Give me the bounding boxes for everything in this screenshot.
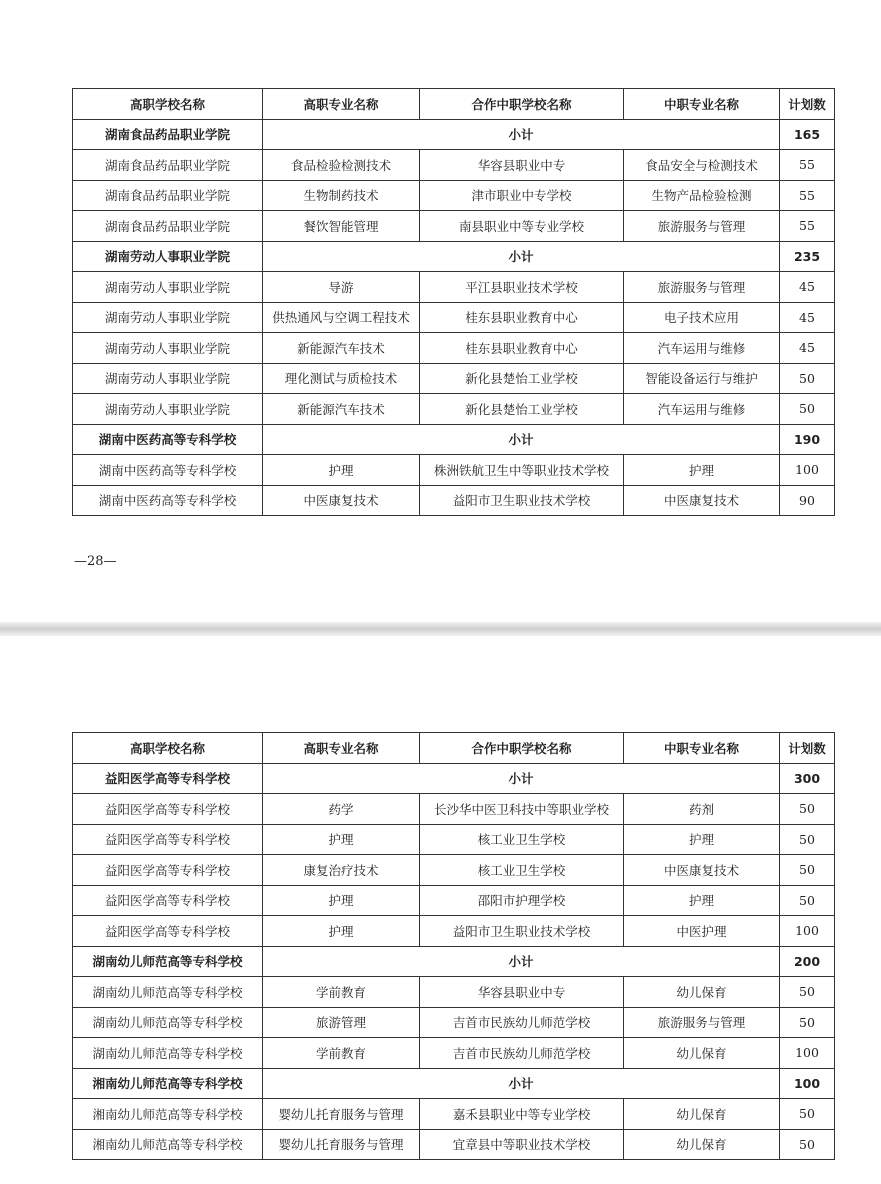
cell-plan-count: 50 <box>780 824 835 855</box>
cell-secondary-major: 汽车运用与维修 <box>624 394 780 425</box>
cell-partner-school: 核工业卫生学校 <box>420 824 624 855</box>
cell-secondary-major: 中医康复技术 <box>624 855 780 886</box>
page-29 <box>0 636 881 1184</box>
subtotal-label: 小计 <box>263 1068 780 1099</box>
table-row <box>73 1007 835 1038</box>
header-secondary-major: 中职专业名称 <box>624 89 780 120</box>
cell-college-major: 新能源汽车技术 <box>263 394 420 425</box>
cell-college-major: 餐饮智能管理 <box>263 211 420 242</box>
cell-college: 湖南中医药高等专科学校 <box>73 485 263 516</box>
cell-college-major: 旅游管理 <box>263 1007 420 1038</box>
cell-plan-count: 100 <box>780 455 835 486</box>
cell-partner-school: 南县职业中等专业学校 <box>420 211 624 242</box>
cell-college: 湘南幼儿师范高等专科学校 <box>73 1099 263 1130</box>
cell-college: 湖南幼儿师范高等专科学校 <box>73 1038 263 1069</box>
page-separator <box>0 622 881 636</box>
cell-college: 益阳医学高等专科学校 <box>73 824 263 855</box>
cell-college: 湖南劳动人事职业学院 <box>73 302 263 333</box>
cell-secondary-major: 护理 <box>624 824 780 855</box>
cell-secondary-major: 幼儿保育 <box>624 1129 780 1160</box>
cell-secondary-major: 护理 <box>624 885 780 916</box>
header-college: 高职学校名称 <box>73 89 263 120</box>
cell-plan-count: 50 <box>780 1099 835 1130</box>
subtotal-school: 益阳医学高等专科学校 <box>73 763 263 794</box>
cell-plan-count: 50 <box>780 363 835 394</box>
cell-secondary-major: 旅游服务与管理 <box>624 1007 780 1038</box>
cell-college-major: 康复治疗技术 <box>263 855 420 886</box>
cell-partner-school: 宜章县中等职业技术学校 <box>420 1129 624 1160</box>
cell-college-major: 新能源汽车技术 <box>263 333 420 364</box>
header-partner-school: 合作中职学校名称 <box>420 89 624 120</box>
subtotal-count: 100 <box>780 1068 835 1099</box>
table-row <box>73 885 835 916</box>
cell-secondary-major: 幼儿保育 <box>624 1038 780 1069</box>
table-row <box>73 363 835 394</box>
cell-college: 湖南劳动人事职业学院 <box>73 394 263 425</box>
cell-secondary-major: 药剂 <box>624 794 780 825</box>
cell-college-major: 供热通风与空调工程技术 <box>263 302 420 333</box>
table-row <box>73 855 835 886</box>
subtotal-count: 165 <box>780 119 835 150</box>
subtotal-count: 190 <box>780 424 835 455</box>
cell-college-major: 食品检验检测技术 <box>263 150 420 181</box>
subtotal-label: 小计 <box>263 946 780 977</box>
cell-secondary-major: 智能设备运行与维护 <box>624 363 780 394</box>
cell-college: 湖南劳动人事职业学院 <box>73 333 263 364</box>
table-row <box>73 302 835 333</box>
cell-plan-count: 45 <box>780 272 835 303</box>
cell-plan-count: 50 <box>780 855 835 886</box>
cell-secondary-major: 护理 <box>624 455 780 486</box>
cell-partner-school: 新化县楚怡工业学校 <box>420 363 624 394</box>
cell-college: 湖南幼儿师范高等专科学校 <box>73 1007 263 1038</box>
cell-plan-count: 45 <box>780 302 835 333</box>
cell-partner-school: 华容县职业中专 <box>420 977 624 1008</box>
cell-partner-school: 邵阳市护理学校 <box>420 885 624 916</box>
cell-partner-school: 嘉禾县职业中等专业学校 <box>420 1099 624 1130</box>
cell-college: 湖南食品药品职业学院 <box>73 211 263 242</box>
header-secondary-major: 中职专业名称 <box>624 733 780 764</box>
cell-partner-school: 吉首市民族幼儿师范学校 <box>420 1007 624 1038</box>
cell-plan-count: 90 <box>780 485 835 516</box>
cell-secondary-major: 汽车运用与维修 <box>624 333 780 364</box>
cell-partner-school: 益阳市卫生职业技术学校 <box>420 485 624 516</box>
cell-college: 湖南幼儿师范高等专科学校 <box>73 977 263 1008</box>
cell-college-major: 导游 <box>263 272 420 303</box>
table-row <box>73 333 835 364</box>
cell-college-major: 护理 <box>263 885 420 916</box>
cell-partner-school: 平江县职业技术学校 <box>420 272 624 303</box>
cell-plan-count: 50 <box>780 1007 835 1038</box>
cell-college-major: 护理 <box>263 916 420 947</box>
header-college: 高职学校名称 <box>73 733 263 764</box>
subtotal-row <box>73 119 835 150</box>
subtotal-label: 小计 <box>263 424 780 455</box>
cell-plan-count: 50 <box>780 794 835 825</box>
subtotal-row <box>73 763 835 794</box>
cell-partner-school: 桂东县职业教育中心 <box>420 333 624 364</box>
cell-secondary-major: 幼儿保育 <box>624 977 780 1008</box>
cell-college-major: 护理 <box>263 824 420 855</box>
cell-college: 湘南幼儿师范高等专科学校 <box>73 1129 263 1160</box>
cell-partner-school: 核工业卫生学校 <box>420 855 624 886</box>
subtotal-count: 235 <box>780 241 835 272</box>
cell-college: 益阳医学高等专科学校 <box>73 885 263 916</box>
cell-college-major: 中医康复技术 <box>263 485 420 516</box>
table-row <box>73 824 835 855</box>
subtotal-school: 湖南食品药品职业学院 <box>73 119 263 150</box>
subtotal-count: 200 <box>780 946 835 977</box>
cell-college: 湖南食品药品职业学院 <box>73 180 263 211</box>
table-row <box>73 150 835 181</box>
cell-college-major: 婴幼儿托育服务与管理 <box>263 1099 420 1130</box>
cell-college-major: 学前教育 <box>263 977 420 1008</box>
cell-secondary-major: 中医康复技术 <box>624 485 780 516</box>
cell-college-major: 药学 <box>263 794 420 825</box>
cell-partner-school: 津市职业中专学校 <box>420 180 624 211</box>
cell-partner-school: 长沙华中医卫科技中等职业学校 <box>420 794 624 825</box>
cell-college: 益阳医学高等专科学校 <box>73 794 263 825</box>
cell-college: 益阳医学高等专科学校 <box>73 916 263 947</box>
table-row <box>73 455 835 486</box>
header-plan-count: 计划数 <box>780 733 835 764</box>
table-row <box>73 180 835 211</box>
table-row <box>73 485 835 516</box>
cell-plan-count: 55 <box>780 211 835 242</box>
cell-college-major: 生物制药技术 <box>263 180 420 211</box>
subtotal-label: 小计 <box>263 119 780 150</box>
subtotal-label: 小计 <box>263 763 780 794</box>
table-row <box>73 394 835 425</box>
cell-college: 湖南中医药高等专科学校 <box>73 455 263 486</box>
cell-college: 湖南劳动人事职业学院 <box>73 272 263 303</box>
cell-secondary-major: 幼儿保育 <box>624 1099 780 1130</box>
cell-plan-count: 50 <box>780 394 835 425</box>
table-row <box>73 1129 835 1160</box>
enrollment-table-page-29 <box>72 732 835 1160</box>
cell-partner-school: 桂东县职业教育中心 <box>420 302 624 333</box>
subtotal-school: 湖南中医药高等专科学校 <box>73 424 263 455</box>
header-plan-count: 计划数 <box>780 89 835 120</box>
cell-partner-school: 华容县职业中专 <box>420 150 624 181</box>
cell-secondary-major: 食品安全与检测技术 <box>624 150 780 181</box>
subtotal-count: 300 <box>780 763 835 794</box>
subtotal-row <box>73 1068 835 1099</box>
cell-college: 湖南食品药品职业学院 <box>73 150 263 181</box>
cell-partner-school: 吉首市民族幼儿师范学校 <box>420 1038 624 1069</box>
cell-plan-count: 50 <box>780 885 835 916</box>
subtotal-row <box>73 946 835 977</box>
subtotal-school: 湖南劳动人事职业学院 <box>73 241 263 272</box>
cell-plan-count: 100 <box>780 1038 835 1069</box>
header-college-major: 高职专业名称 <box>263 89 420 120</box>
cell-partner-school: 新化县楚怡工业学校 <box>420 394 624 425</box>
cell-partner-school: 益阳市卫生职业技术学校 <box>420 916 624 947</box>
enrollment-table-page-28 <box>72 88 835 516</box>
subtotal-school: 湘南幼儿师范高等专科学校 <box>73 1068 263 1099</box>
cell-college: 益阳医学高等专科学校 <box>73 855 263 886</box>
table-header-row <box>73 733 835 764</box>
cell-college-major: 理化测试与质检技术 <box>263 363 420 394</box>
header-partner-school: 合作中职学校名称 <box>420 733 624 764</box>
table-row <box>73 272 835 303</box>
table-row <box>73 916 835 947</box>
cell-secondary-major: 旅游服务与管理 <box>624 272 780 303</box>
cell-secondary-major: 旅游服务与管理 <box>624 211 780 242</box>
cell-college: 湖南劳动人事职业学院 <box>73 363 263 394</box>
table-row <box>73 977 835 1008</box>
subtotal-label: 小计 <box>263 241 780 272</box>
cell-plan-count: 45 <box>780 333 835 364</box>
cell-college-major: 学前教育 <box>263 1038 420 1069</box>
cell-secondary-major: 中医护理 <box>624 916 780 947</box>
table-header-row <box>73 89 835 120</box>
subtotal-row <box>73 241 835 272</box>
cell-plan-count: 50 <box>780 977 835 1008</box>
table-row <box>73 211 835 242</box>
cell-plan-count: 100 <box>780 916 835 947</box>
table-row <box>73 1038 835 1069</box>
cell-college-major: 婴幼儿托育服务与管理 <box>263 1129 420 1160</box>
cell-secondary-major: 生物产品检验检测 <box>624 180 780 211</box>
subtotal-school: 湖南幼儿师范高等专科学校 <box>73 946 263 977</box>
subtotal-row <box>73 424 835 455</box>
table-row <box>73 1099 835 1130</box>
page-number: —28— <box>74 554 117 569</box>
cell-plan-count: 50 <box>780 1129 835 1160</box>
cell-secondary-major: 电子技术应用 <box>624 302 780 333</box>
cell-college-major: 护理 <box>263 455 420 486</box>
header-college-major: 高职专业名称 <box>263 733 420 764</box>
cell-partner-school: 株洲铁航卫生中等职业技术学校 <box>420 455 624 486</box>
cell-plan-count: 55 <box>780 180 835 211</box>
table-row <box>73 794 835 825</box>
cell-plan-count: 55 <box>780 150 835 181</box>
